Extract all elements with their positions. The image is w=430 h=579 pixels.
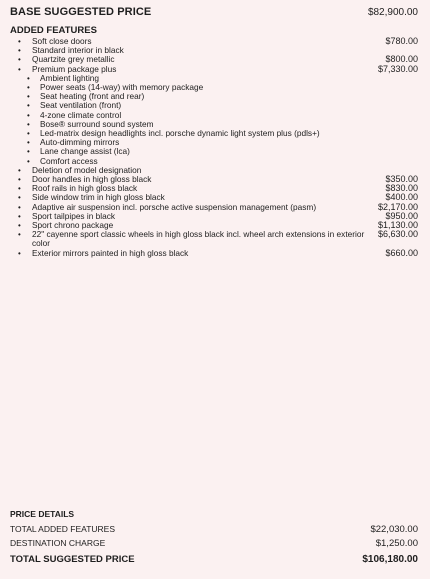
bullet-icon: • [27, 156, 30, 166]
base-price-label: BASE SUGGESTED PRICE [10, 6, 152, 18]
feature-price: $350.00 [385, 174, 418, 185]
bullet-icon: • [27, 147, 30, 157]
bullet-icon: • [18, 211, 21, 221]
feature-name: Lane change assist (lca) [40, 146, 130, 157]
bullet-icon: • [18, 64, 21, 74]
feature-name: 4-zone climate control [40, 109, 122, 120]
feature-name: Roof rails in high gloss black [32, 183, 138, 194]
bullet-icon: • [27, 110, 30, 120]
bullet-icon: • [18, 221, 21, 231]
feature-name: Ambient lighting [40, 72, 100, 83]
feature-name: Premium package plus [32, 63, 117, 74]
price-details [10, 509, 418, 568]
feature-name: Quartzite grey metallic [32, 54, 115, 65]
feature-name: Deletion of model designation [32, 164, 142, 175]
bullet-icon: • [18, 37, 21, 46]
feature-name: Sport tailpipes in black [32, 210, 116, 221]
bullet-icon: • [18, 202, 21, 212]
feature-name: Adaptive air suspension incl. porsche active suspension management (pasm) [32, 201, 317, 212]
bullet-icon: • [18, 193, 21, 203]
feature-name: Door handles in high gloss black [32, 174, 152, 185]
bullet-icon: • [18, 184, 21, 194]
added-features-title: ADDED FEATURES [10, 25, 97, 36]
destination-charge-label: DESTINATION CHARGE [10, 538, 106, 548]
feature-name: Seat ventilation (front) [40, 100, 122, 111]
feature-price: $1,130.00 [377, 220, 418, 231]
destination-charge-value: $1,250.00 [375, 538, 418, 549]
feature-price: $6,630.00 [377, 229, 418, 240]
feature-name: 22" cayenne sport classic wheels in high gloss black incl. wheel arch extensions in exterior color [32, 229, 365, 249]
base-price-row [10, 6, 418, 18]
bullet-icon: • [27, 83, 30, 93]
feature-name: Seat heating (front and rear) [40, 91, 145, 102]
destination-charge-row [10, 538, 418, 552]
feature-price: $830.00 [385, 183, 418, 194]
feature-name: Auto-dimming mirrors [40, 137, 120, 148]
bullet-icon: • [18, 55, 21, 65]
bullet-icon: • [18, 46, 21, 56]
bullet-icon: • [27, 138, 30, 148]
total-suggested-price-row [10, 554, 418, 568]
feature-item [0, 249, 418, 258]
bullet-icon: • [27, 101, 30, 111]
feature-name: Soft close doors [32, 36, 92, 46]
feature-name: Sport chrono package [32, 220, 114, 231]
feature-price: $800.00 [385, 54, 418, 65]
bullet-icon: • [18, 230, 21, 240]
feature-price: $2,170.00 [377, 201, 418, 212]
feature-price: $7,330.00 [377, 63, 418, 74]
feature-name: Led-matrix design headlights incl. porsche dynamic light system plus (pdls+) [40, 128, 320, 139]
added-features-list [0, 37, 418, 258]
bullet-icon: • [18, 248, 21, 258]
bullet-icon: • [18, 175, 21, 185]
bullet-icon: • [27, 73, 30, 83]
total-added-features-label: TOTAL ADDED FEATURES [10, 524, 116, 534]
bullet-icon: • [27, 129, 30, 139]
bullet-icon: • [18, 165, 21, 175]
feature-price: $660.00 [385, 247, 418, 258]
feature-item [0, 230, 418, 248]
feature-price: $780.00 [385, 36, 418, 46]
total-suggested-price-value: $106,180.00 [362, 554, 418, 565]
feature-name: Exterior mirrors painted in high gloss black [32, 247, 189, 258]
price-details-title: PRICE DETAILS [10, 509, 75, 519]
bullet-icon: • [27, 92, 30, 102]
total-added-features-value: $22,030.00 [370, 524, 418, 535]
total-suggested-price-label: TOTAL SUGGESTED PRICE [10, 554, 135, 565]
base-price-value: $82,900.00 [367, 7, 418, 18]
feature-name: Standard interior in black [32, 45, 124, 56]
feature-price: $950.00 [385, 210, 418, 221]
feature-name: Side window trim in high gloss black [32, 192, 165, 203]
feature-name: Bose® surround sound system [40, 118, 154, 129]
feature-name: Comfort access [40, 155, 98, 166]
bullet-icon: • [27, 119, 30, 129]
total-added-features-row [10, 524, 418, 538]
feature-price: $400.00 [385, 192, 418, 203]
feature-name: Power seats (14-way) with memory package [40, 82, 204, 93]
